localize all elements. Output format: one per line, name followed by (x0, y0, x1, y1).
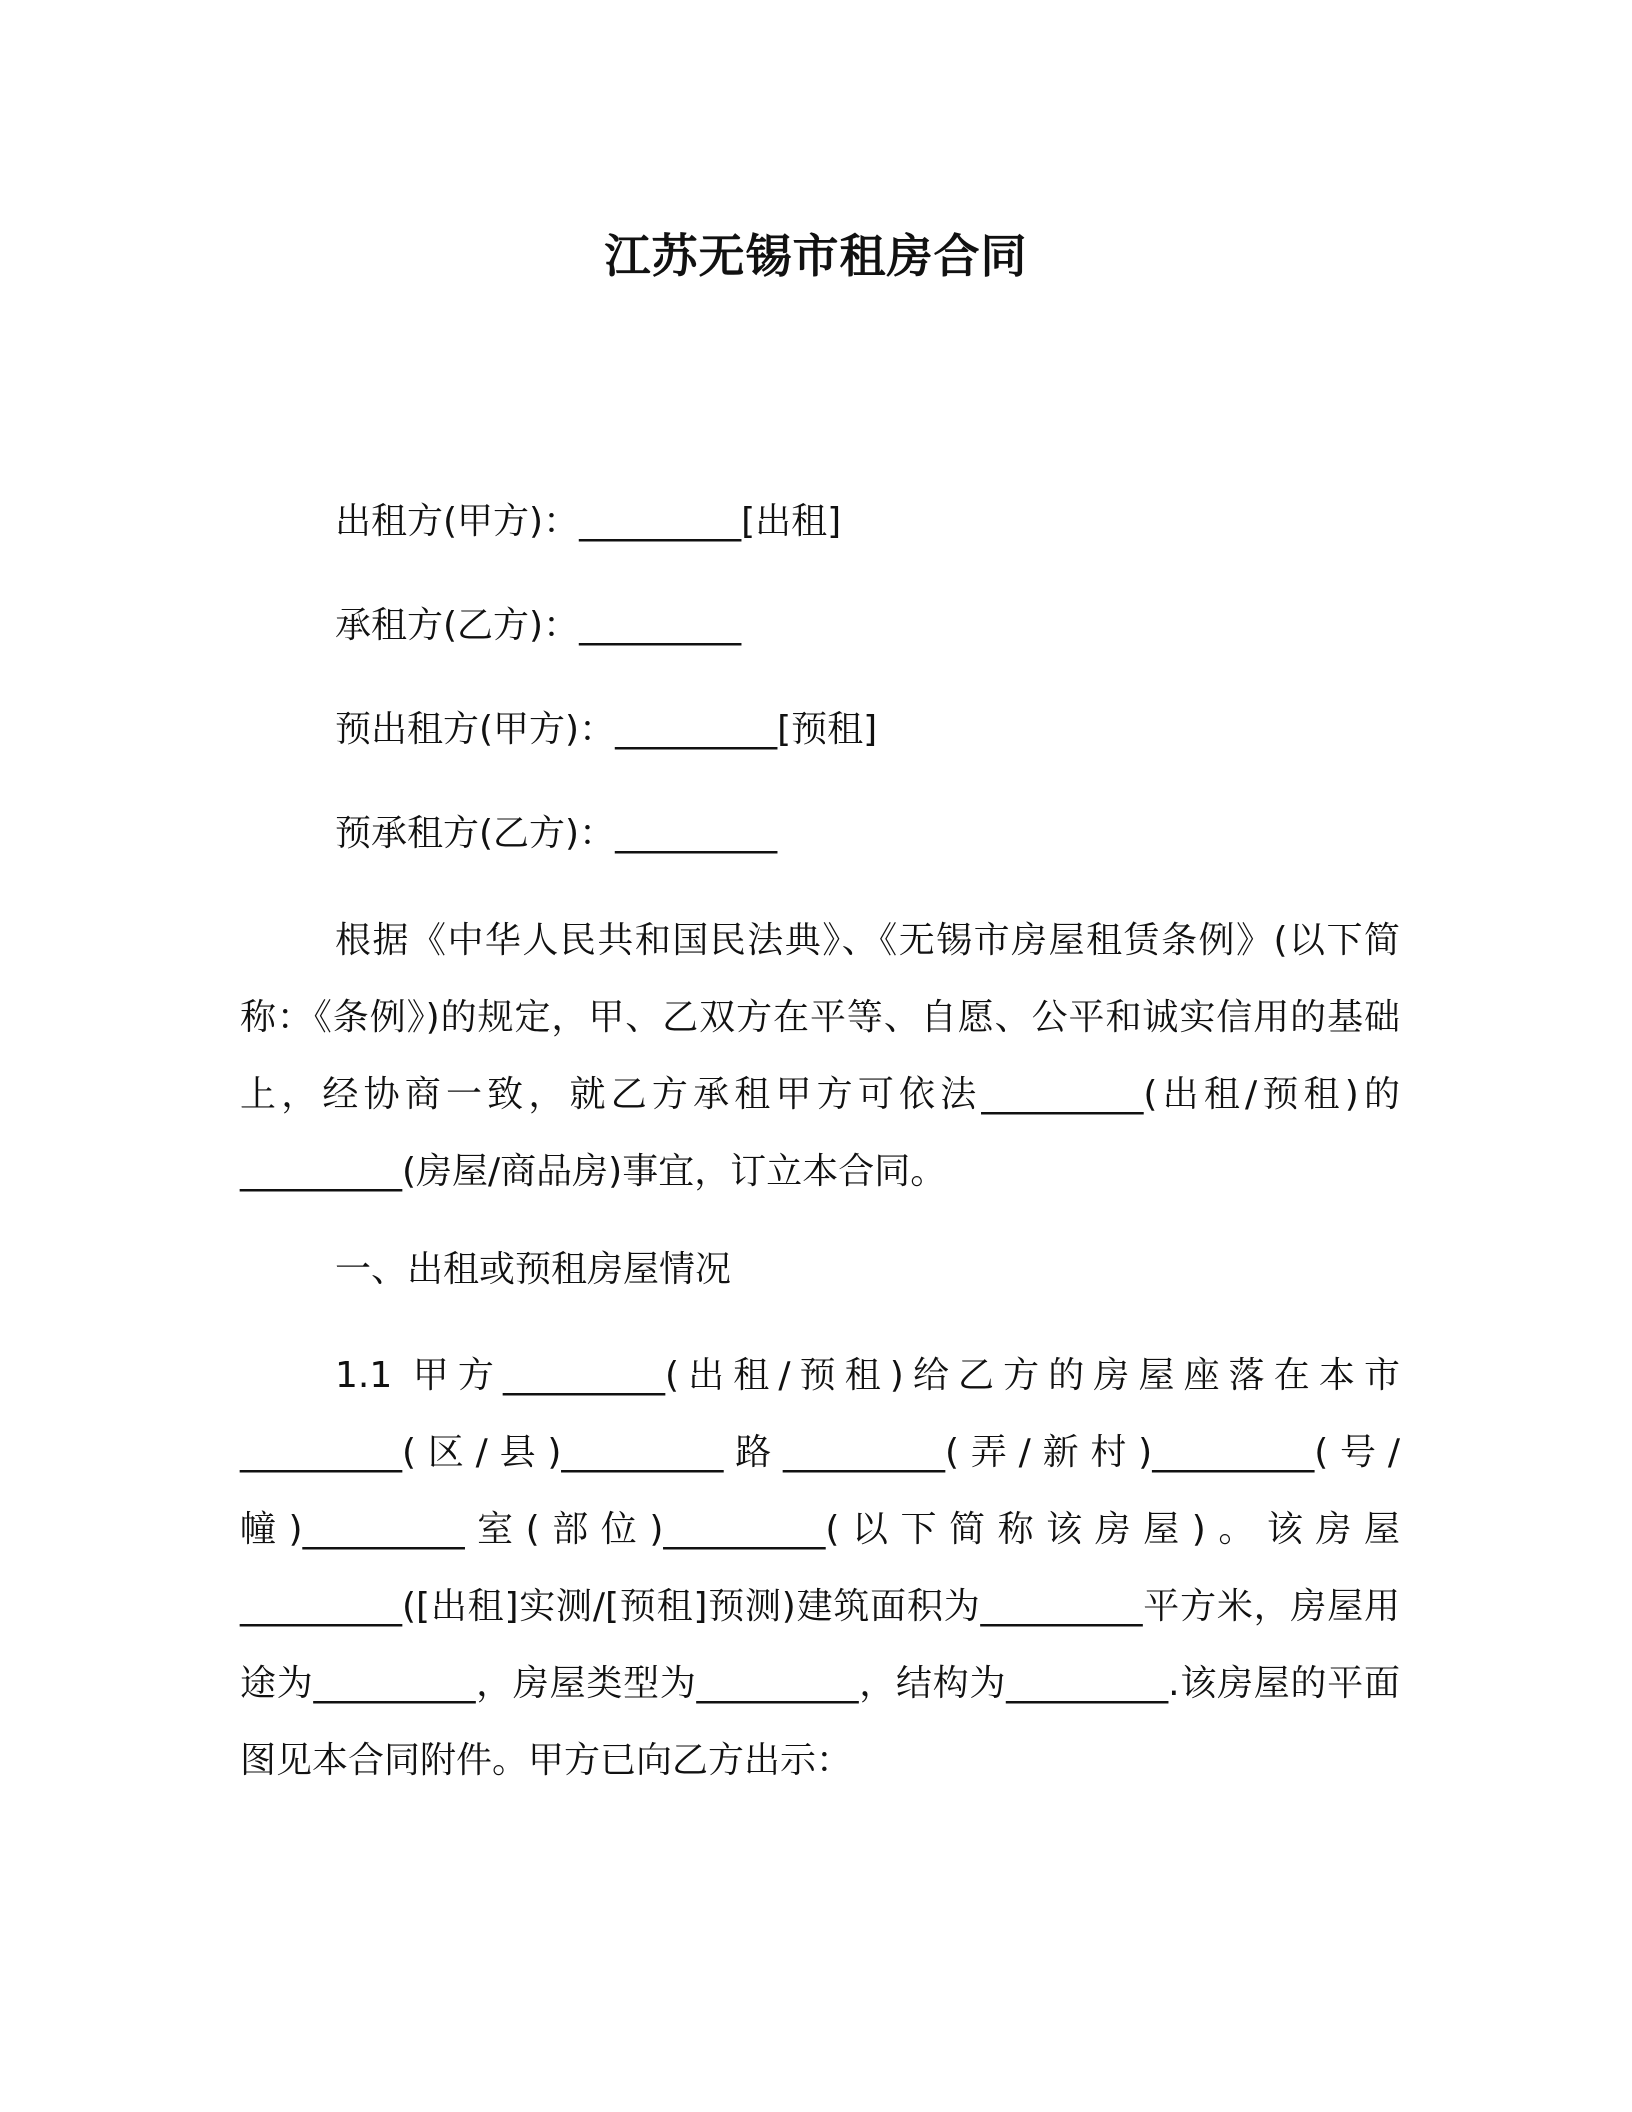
intro-paragraph: 根据《中华人民共和国民法典》、《无锡市房屋租赁条例》(以下简称：《条例》)的规定，甲、乙双方在平等、自愿、公平和诚实信用的基础上，经协商一致，就乙方承租甲方可依法_________(出租/预租)的_________(房屋/商品房)事宜，订立本合同。 (240, 920, 1400, 1192)
party-lessee: 承租方(乙方)：_________ (335, 605, 742, 646)
party-pre-lessee: 预承租方(乙方)：_________ (335, 813, 778, 854)
section-1-heading: 一、出租或预租房屋情况 (335, 1249, 732, 1290)
party-lessor: 出租方(甲方)：_________[出租] (335, 501, 842, 542)
clause-1-1: 1.1 甲方_________(出租/预租)给乙方的房屋座落在本市_________(区/县)_________路_________(弄/新村)_________(号/幢)_________室(部位)_________(以下简称该房屋)。该房屋_________([出租]实测/[预租]预测)建筑面积为_________平方米，房屋用途为_________，房屋类型为_________，结构为_________.该房屋的平面图见本合同附件。甲方已向乙方出示： (240, 1355, 1400, 1781)
document-title: 江苏无锡市租房合同 (604, 229, 1028, 283)
party-pre-lessor: 预出租方(甲方)：_________[预租] (335, 709, 878, 750)
parties-list (335, 492, 1435, 908)
